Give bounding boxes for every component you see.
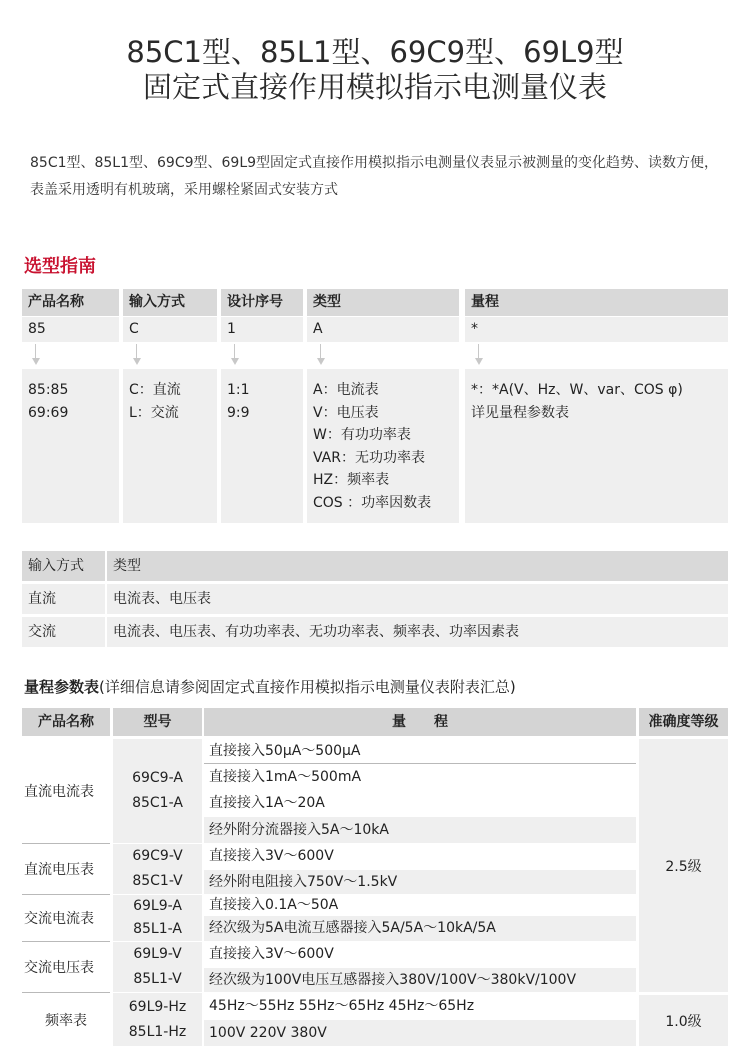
guide-code: C [123,317,217,342]
model-number: 85L1-V [133,971,182,987]
guide-code: A [307,317,459,342]
model-cell [113,844,202,894]
accuracy-cell: 1.0级 [639,995,728,1046]
product-name-cell: 直流电流表 [24,784,94,800]
range-cell: 100V 220V 380V [204,1020,636,1046]
product-name-cell: 直流电压表 [24,862,94,878]
down-arrow-icon [474,344,484,368]
row-divider [22,894,110,895]
table-row [22,617,728,647]
down-arrow-icon [316,344,326,368]
model-number: 85L1-Hz [128,1023,187,1040]
model-number: 85C1-A [132,795,183,811]
model-number: 69C9-A [132,770,183,786]
product-name-cell: 交流电压表 [24,960,94,976]
row-divider [22,843,110,844]
model-cell [113,942,202,992]
model-number: 69L9-Hz [128,998,187,1015]
guide-header: 输入方式 [123,289,217,316]
guide-column-range [465,289,728,523]
model-cell [113,993,202,1046]
guide-header: 设计序号 [221,289,303,316]
row-divider [22,992,110,993]
guide-code: 1 [221,317,303,342]
guide-column-product [22,289,119,523]
model-number: 69C9-V [132,848,183,864]
guide-header: 量程 [465,289,728,316]
range-title-bold: 量程参数表 [24,678,100,696]
guide-description: A：电流表 V：电压表 W：有功功率表 VAR：无功功率表 HZ：频率表 COS ：功率因数表 [307,369,459,523]
range-cell: 经次级为100V电压互感器接入380V/100V～380kV/100V [204,968,636,992]
range-cell: 直接接入1mA～500mA [204,765,636,790]
table-cell: 电流表、电压表、有功功率表、无功功率表、频率表、功率因素表 [107,617,728,647]
guide-header: 产品名称 [22,289,119,316]
guide-column-input [123,289,217,523]
down-arrow-icon [31,344,41,368]
row-divider [204,763,636,764]
model-number: 69L9-V [133,946,182,962]
guide-column-design [221,289,303,523]
guide-description: C：直流 L：交流 [123,369,217,523]
range-table-title [24,676,516,697]
range-cell: 直接接入50μA～500μA [204,739,636,764]
guide-description: 1:1 9:9 [221,369,303,523]
page-title-line2: 固定式直接作用模拟指示电测量仪表 [142,70,607,104]
model-number: 85C1-V [132,873,183,889]
range-cell: 直接接入1A～20A [204,791,636,816]
guide-code: 85 [22,317,119,342]
guide-code: * [465,317,728,342]
guide-column-type [307,289,459,523]
range-cell: 直接接入3V～600V [204,942,636,967]
range-header-model: 型号 [113,708,202,736]
table-header-row [22,551,728,581]
table-header-cell: 类型 [107,551,728,581]
range-cell: 经次级为5A电流互感器接入5A/5A～10kA/5A [204,916,636,941]
range-cell: 直接接入0.1A～50A [204,895,636,915]
product-name-cell: 频率表 [45,1012,87,1029]
table-row [22,584,728,614]
range-cell: 直接接入3V～600V [204,844,636,869]
page-title-line1: 85C1型、85L1型、69C9型、69L9型 [126,35,624,69]
down-arrow-icon [132,344,142,368]
range-cell: 经外附电阻接入750V～1.5kV [204,870,636,894]
selection-guide-title: 选型指南 [24,256,96,277]
product-name-cell: 交流电流表 [24,911,94,927]
range-cell: 经外附分流器接入5A～10kA [204,817,636,843]
range-header-range: 量 程 [204,708,636,736]
table-cell: 电流表、电压表 [107,584,728,614]
guide-description: *：*A(V、Hz、W、var、COS φ) 详见量程参数表 [465,369,728,523]
model-number: 69L9-A [133,898,182,914]
guide-header: 类型 [307,289,459,316]
guide-description: 85:85 69:69 [22,369,119,523]
model-cell [113,895,202,941]
range-cell: 45Hz～55Hz 55Hz～65Hz 45Hz～65Hz [204,993,636,1019]
model-cell [113,739,202,843]
selection-guide [22,289,728,523]
row-divider [22,941,110,942]
accuracy-cell: 2.5级 [639,739,728,992]
product-description: 85C1型、85L1型、69C9型、69L9型固定式直接作用模拟指示电测量仪表显示被测量的变化趋势、读数方便，表盖采用透明有机玻璃，采用螺栓紧固式安装方式 [30,155,719,198]
table-cell: 直流 [22,584,105,614]
range-title-note: (详细信息请参阅固定式直接作用模拟指示电测量仪表附表汇总) [99,678,516,696]
table-header-cell: 输入方式 [22,551,105,581]
range-header-product: 产品名称 [22,708,110,736]
table-cell: 交流 [22,617,105,647]
model-number: 85L1-A [133,921,182,937]
down-arrow-icon [230,344,240,368]
range-header-accuracy: 准确度等级 [639,708,728,736]
